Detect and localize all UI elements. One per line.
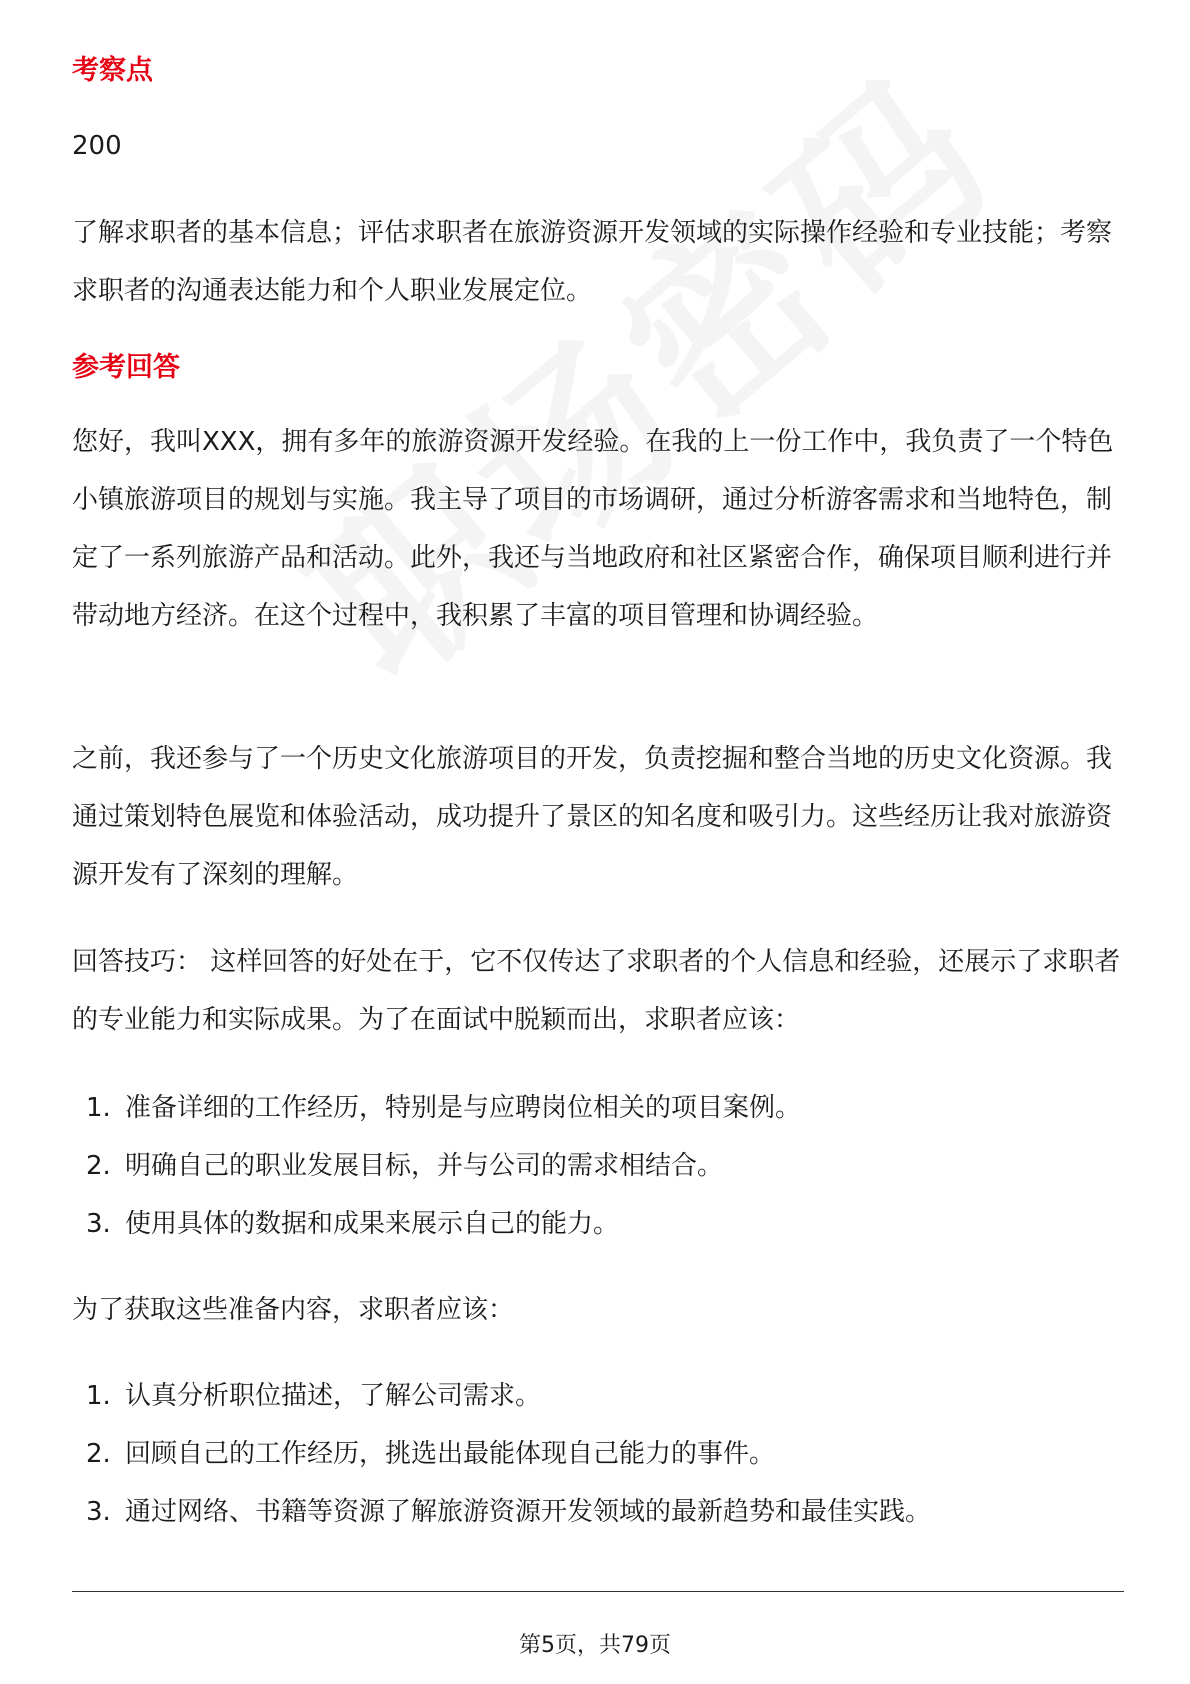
list-item-text: 准备详细的工作经历，特别是与应聘岗位相关的项目案例。 — [125, 1093, 802, 1123]
focus-number: 200 — [72, 131, 122, 161]
tips-text: 回答技巧： 这样回答的好处在于，它不仅传达了求职者的个人信息和经验，还展示了求职者的专业能力和实际成果。为了在面试中脱颖而出，求职者应该： — [72, 947, 1121, 1035]
list-item-text: 认真分析职位描述，了解公司需求。 — [125, 1381, 542, 1411]
document-page — [72, 0, 1124, 1684]
list-item-number: 1. — [86, 1093, 111, 1123]
list-item-text: 通过网络、书籍等资源了解旅游资源开发领域的最新趋势和最佳实践。 — [125, 1497, 932, 1527]
list-item — [72, 1367, 1124, 1425]
prep-text: 为了获取这些准备内容，求职者应该： — [72, 1295, 515, 1325]
list-item — [72, 1483, 1124, 1541]
answer-paragraph-1: 您好，我叫XXX，拥有多年的旅游资源开发经验。在我的上一份工作中，我负责了一个特色小镇旅游项目的规划与实施。我主导了项目的市场调研，通过分析游客需求和当地特色，制定了一系列旅游产品和活动。此外，我还与当地政府和社区紧密合作，确保项目顺利进行并带动地方经济。在这个过程中，我积累了丰富的项目管理和协调经验。 — [72, 427, 1114, 631]
section-heading-answer: 参考回答 — [72, 352, 180, 383]
list-item — [72, 1195, 1124, 1253]
list-item-text: 回顾自己的工作经历，挑选出最能体现自己能力的事件。 — [125, 1439, 776, 1469]
tips-list — [72, 1079, 1124, 1253]
list-item — [72, 1137, 1124, 1195]
list-item — [72, 1079, 1124, 1137]
list-item-number: 2. — [86, 1151, 111, 1181]
answer-paragraph-2: 之前，我还参与了一个历史文化旅游项目的开发，负责挖掘和整合当地的历史文化资源。我通过策划特色展览和体验活动，成功提升了景区的知名度和吸引力。这些经历让我对旅游资源开发有了深刻的理解。 — [72, 744, 1113, 890]
focus-text: 了解求职者的基本信息；评估求职者在旅游资源开发领域的实际操作经验和专业技能；考察求职者的沟通表达能力和个人职业发展定位。 — [72, 218, 1113, 306]
list-item-number: 3. — [86, 1497, 111, 1527]
prep-list — [72, 1367, 1124, 1541]
list-item — [72, 1425, 1124, 1483]
list-item-text: 使用具体的数据和成果来展示自己的能力。 — [125, 1209, 620, 1239]
page-number: 第5页，共79页 — [519, 1633, 671, 1658]
footer-divider — [72, 1591, 1124, 1592]
list-item-number: 1. — [86, 1381, 111, 1411]
list-item-number: 3. — [86, 1209, 111, 1239]
list-item-number: 2. — [86, 1439, 111, 1469]
list-item-text: 明确自己的职业发展目标，并与公司的需求相结合。 — [125, 1151, 724, 1181]
section-heading-focus: 考察点 — [72, 55, 153, 86]
